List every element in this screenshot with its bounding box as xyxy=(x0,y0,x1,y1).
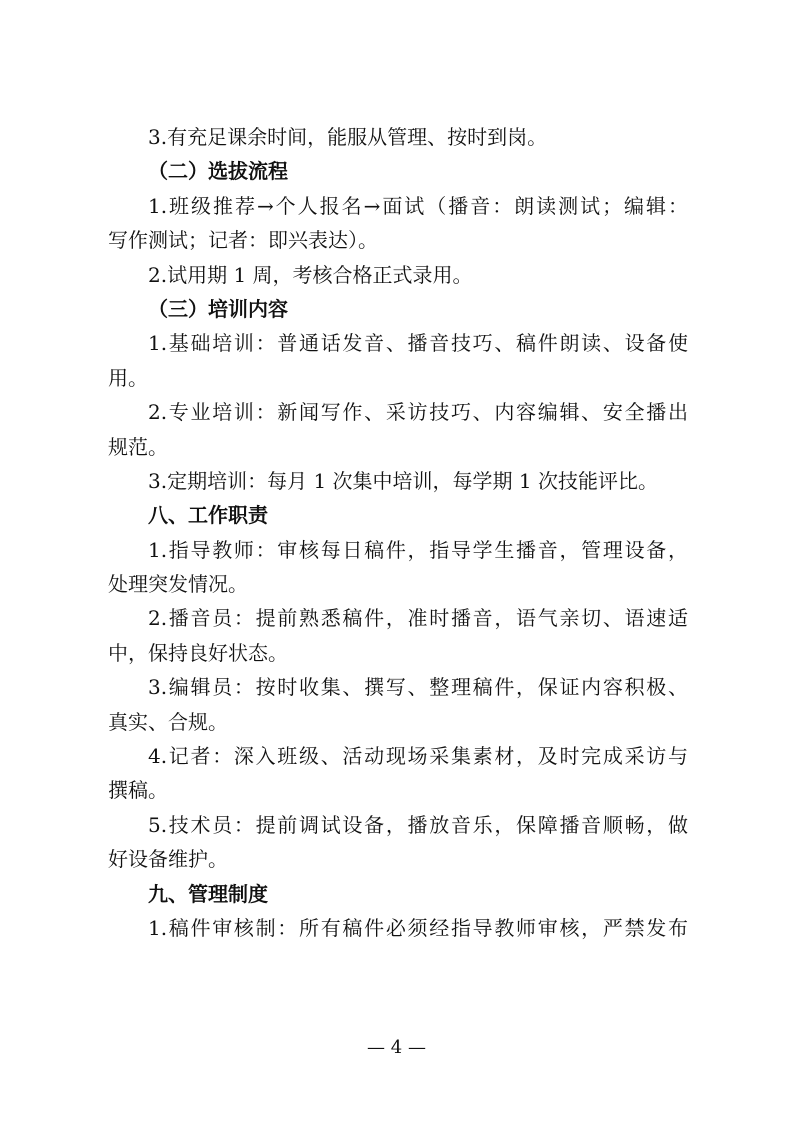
subheading-selection-process: （二）选拔流程 xyxy=(148,159,288,184)
paragraph-line: 2.试用期 1 周，考核合格正式录用。 xyxy=(148,262,473,287)
paragraph-line: 2.播音员：提前熟悉稿件，准时播音，语气亲切、语速适 xyxy=(148,606,688,631)
page-number: — 4 — xyxy=(367,1037,426,1058)
paragraph-line: 中，保持良好状态。 xyxy=(108,640,288,665)
paragraph-line: 3.编辑员：按时收集、撰写、整理稿件，保证内容积极、 xyxy=(148,675,688,700)
paragraph-line: 撰稿。 xyxy=(108,778,168,803)
paragraph-line: 1.基础培训：普通话发音、播音技巧、稿件朗读、设备使 xyxy=(148,331,688,356)
paragraph-line: 4.记者：深入班级、活动现场采集素材，及时完成采访与 xyxy=(148,744,688,769)
paragraph-line: 真实、合规。 xyxy=(108,709,228,734)
paragraph-line: 3.定期培训：每月 1 次集中培训，每学期 1 次技能评比。 xyxy=(148,468,658,493)
paragraph-line: 5.技术员：提前调试设备，播放音乐，保障播音顺畅，做 xyxy=(148,812,688,837)
paragraph-line: 1.稿件审核制：所有稿件必须经指导教师审核，严禁发布 xyxy=(148,915,688,940)
paragraph-line: 2.专业培训：新闻写作、采访技巧、内容编辑、安全播出 xyxy=(148,400,688,425)
section-heading-management-rules: 九、管理制度 xyxy=(148,881,268,906)
document-body xyxy=(108,120,688,945)
paragraph-line: 1.班级推荐→个人报名→面试（播音：朗读测试；编辑： xyxy=(148,193,688,218)
subheading-training-content: （三）培训内容 xyxy=(148,296,288,321)
paragraph-line: 好设备维护。 xyxy=(108,847,228,872)
section-heading-job-duties: 八、工作职责 xyxy=(148,503,268,528)
paragraph-line: 规范。 xyxy=(108,434,168,459)
paragraph-line: 处理突发情况。 xyxy=(108,572,248,597)
paragraph-line: 写作测试；记者：即兴表达）。 xyxy=(108,228,378,253)
paragraph-line: 用。 xyxy=(108,365,148,390)
paragraph-line: 1.指导教师：审核每日稿件，指导学生播音，管理设备， xyxy=(148,537,688,562)
paragraph-line: 3.有充足课余时间，能服从管理、按时到岗。 xyxy=(148,125,548,149)
